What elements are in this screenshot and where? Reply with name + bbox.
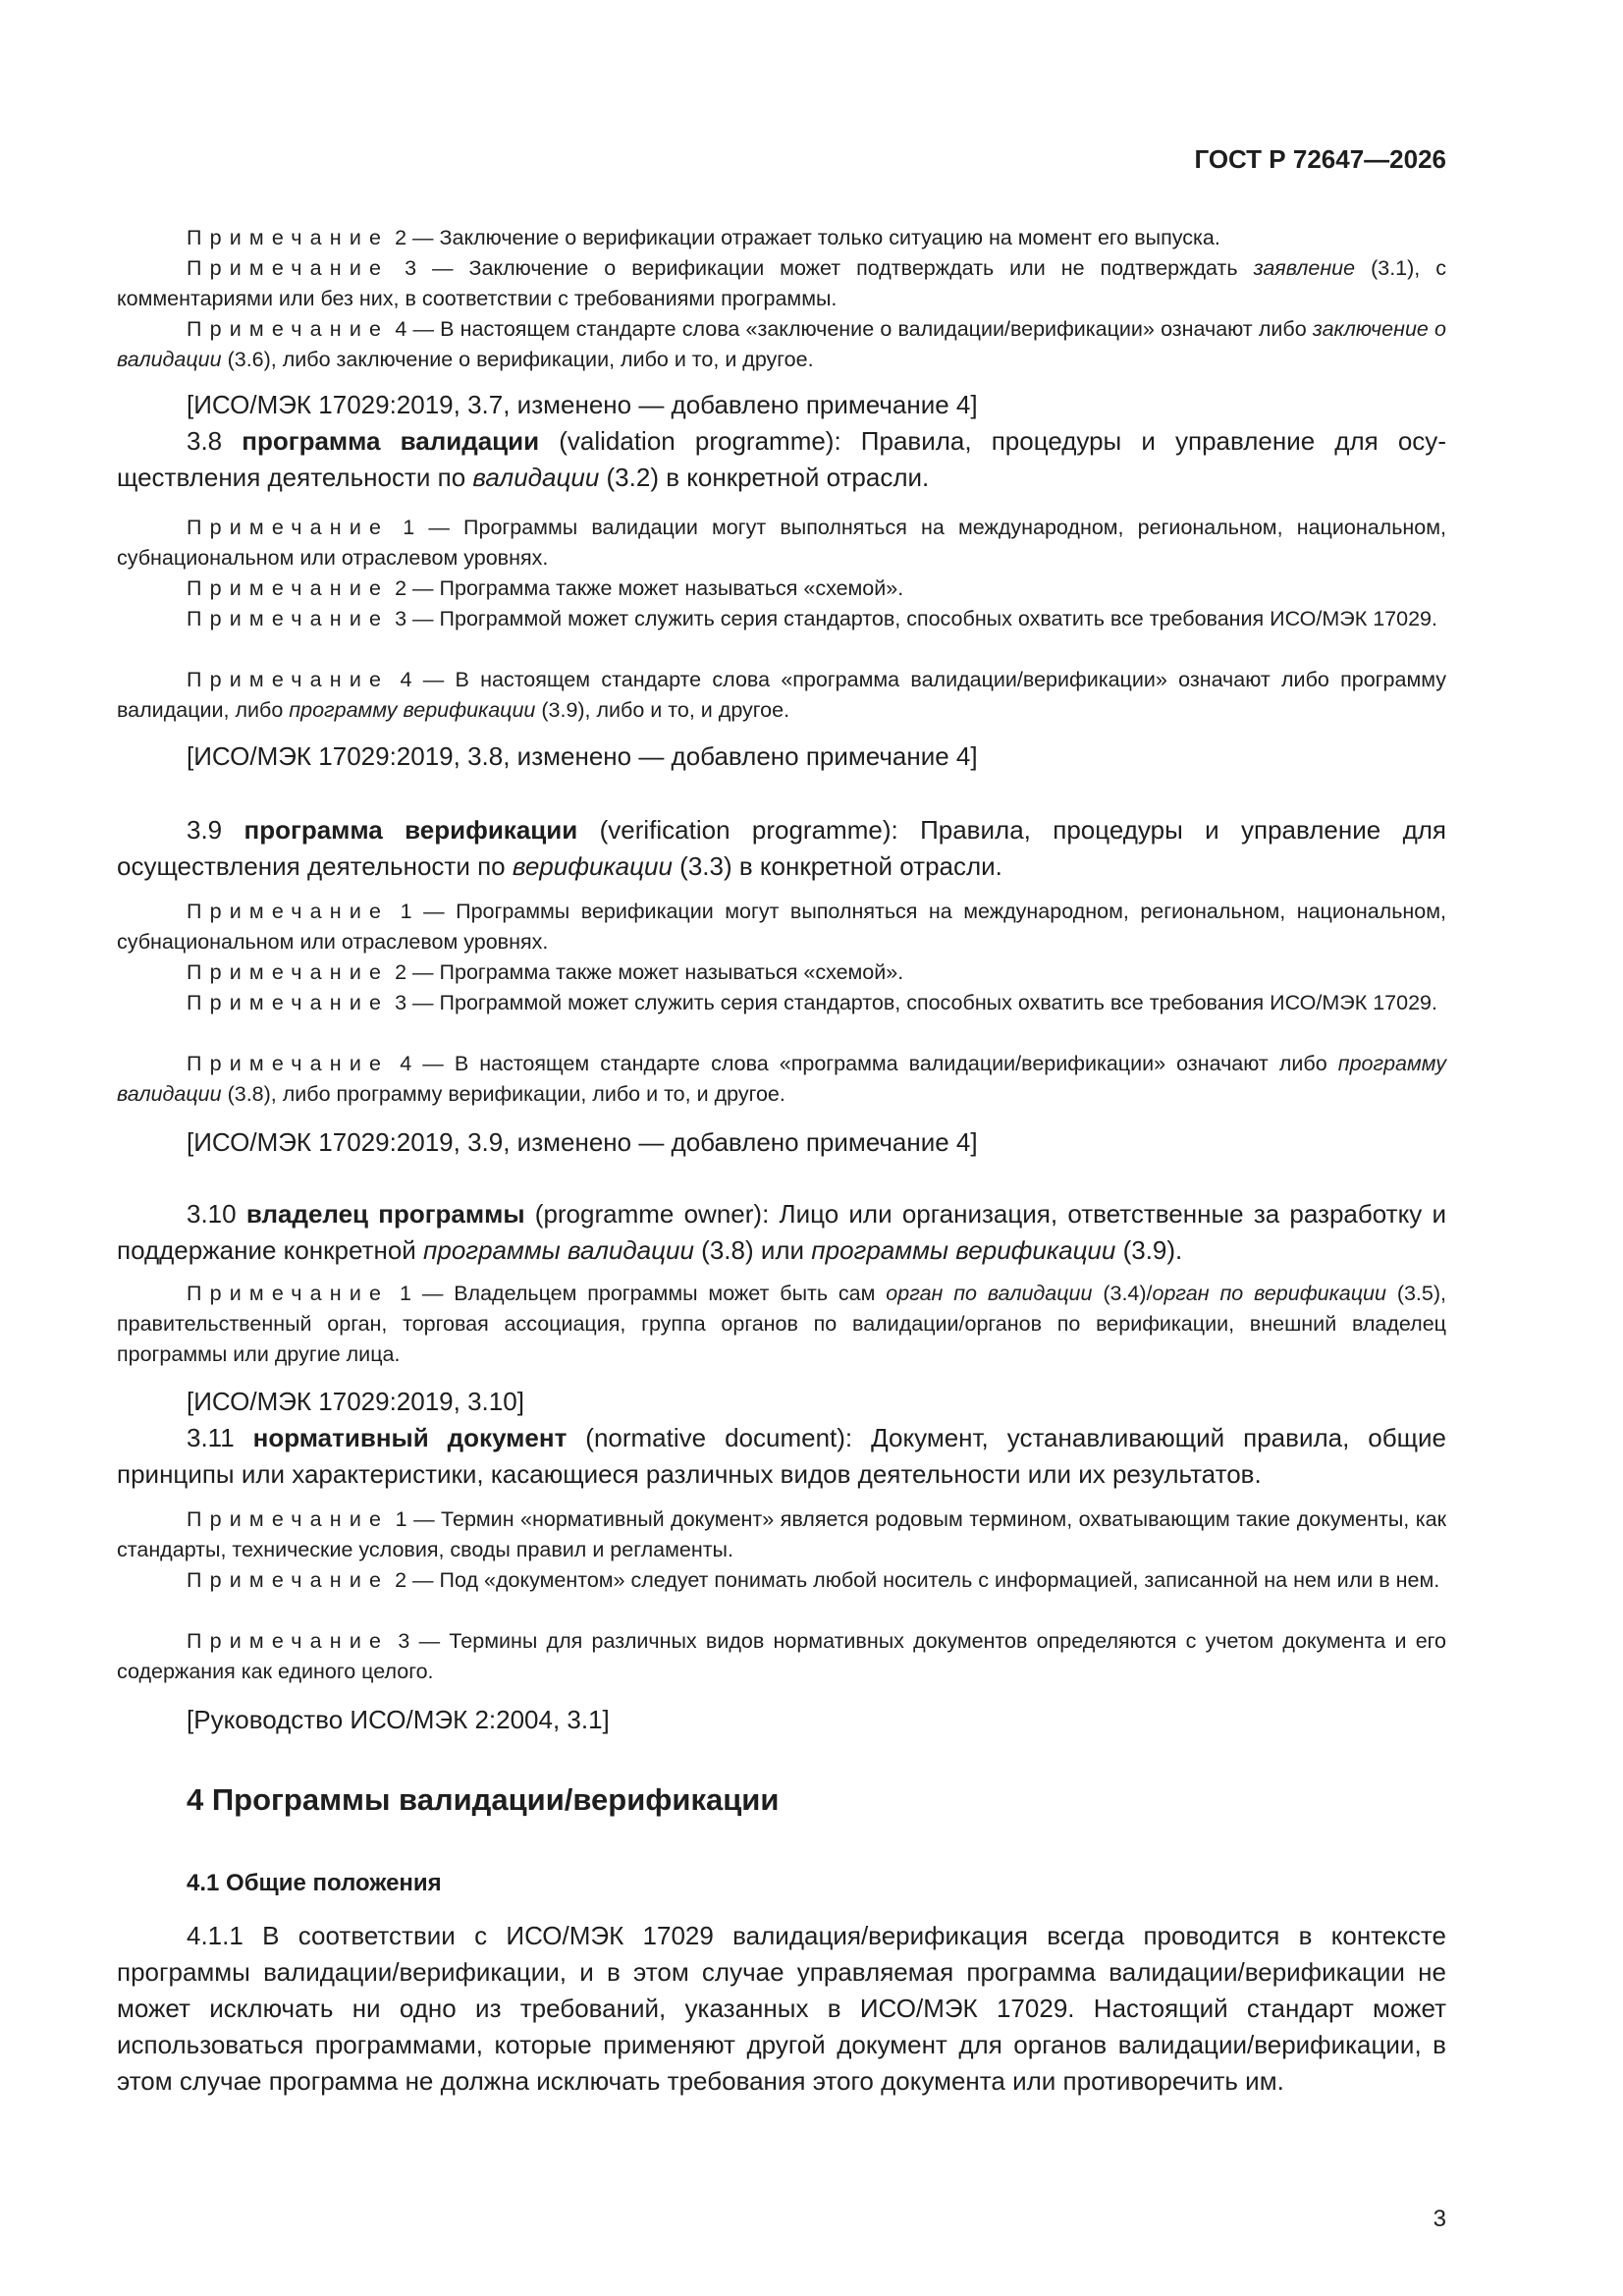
text-run: (normative document): Документ, устанавливающий правила, общие принципы или характеристики, касающиеся различных видов деятельности или их результатов. bbox=[117, 1423, 1447, 1489]
note-3-9-3 bbox=[117, 988, 1446, 1018]
cross-reference: программу верификации bbox=[289, 698, 536, 722]
text-run: [ИСО/МЭК 17029:2019, 3.7, изменено — добавлено примечание 4] bbox=[187, 390, 978, 419]
cross-reference: орган по валидации bbox=[886, 1282, 1093, 1305]
note-label: Примечание bbox=[187, 668, 390, 691]
note-3-8-3 bbox=[117, 604, 1446, 634]
cross-reference: программы валидации bbox=[423, 1235, 694, 1265]
text-run: [Руководство ИСО/МЭК 2:2004, 3.1] bbox=[187, 1705, 610, 1734]
note-label: Примечание bbox=[187, 607, 390, 630]
text-run: (3.4)/ bbox=[1092, 1282, 1153, 1305]
note-label: Примечание bbox=[187, 576, 390, 600]
note-3-8-2 bbox=[117, 574, 1446, 604]
note-label: Примечание bbox=[187, 1507, 390, 1531]
text-run: 2 — Под «документом» следует понимать любой носитель с информацией, записанной на нем или в нем. bbox=[389, 1568, 1440, 1592]
note-3-8-4 bbox=[117, 665, 1446, 726]
text-run: (3.6), либо заключение о верификации, либо и то, и другое. bbox=[221, 348, 814, 371]
term-3-10 bbox=[117, 1196, 1446, 1269]
note-label: Примечание bbox=[187, 226, 390, 249]
page-number: 3 bbox=[1433, 2206, 1446, 2232]
ref-3-11 bbox=[117, 1702, 1446, 1738]
note-3-11-1 bbox=[117, 1504, 1446, 1565]
cross-reference: верификации bbox=[512, 851, 673, 881]
term-name: программа верификации bbox=[243, 815, 578, 845]
text-run: (programme owner): Лицо или организация, ответственные за разработку и поддержание конкретной bbox=[117, 1199, 1446, 1265]
text-run: 4 Программы валидации/верификации bbox=[187, 1782, 780, 1817]
section-4-heading bbox=[117, 1780, 1446, 1820]
text-run: 1 — Программы валидации могут выполняться на международном, региональном, национальном, субнациональном или отраслевом уровнях. bbox=[117, 516, 1446, 570]
note-label: Примечание bbox=[187, 256, 390, 280]
text-run: 1 — Программы верификации могут выполняться на международном, региональном, национальном, субнациональном или отраслевом уровнях. bbox=[117, 900, 1446, 954]
text-run: [ИСО/МЭК 17029:2019, 3.9, изменено — добавлено примечание 4] bbox=[187, 1127, 978, 1157]
note-3-8-1 bbox=[117, 513, 1446, 574]
text-run: 3.8 bbox=[187, 426, 243, 456]
text-run: 3 — Программой может служить серия стандартов, способных охватить все требования ИСО/МЭК 17029. bbox=[389, 991, 1437, 1014]
note-3-10-1 bbox=[117, 1279, 1446, 1370]
note-3-9-1 bbox=[117, 897, 1446, 957]
note-label: Примечание bbox=[187, 317, 390, 341]
text-run: 4 — В настоящем стандарте слова «программа валидации/верификации» означают либо программу валидации, либо bbox=[117, 668, 1446, 722]
text-run: 2 — Программа также может называться «схемой». bbox=[389, 576, 904, 600]
cross-reference: заключение о валидации bbox=[117, 317, 1446, 371]
text-run: (3.9). bbox=[1115, 1235, 1183, 1265]
text-run: 3 — Термины для различных видов нормативных документов определяются с учетом документа и его содержания как единого целого. bbox=[117, 1629, 1446, 1683]
text-run: (3.3) в конкретной отрасли. bbox=[672, 851, 1002, 881]
text-run: 4.1.1 В соответствии с ИСО/МЭК 17029 валидация/верификация всегда проводится в контексте программы валидации/верификации, и в этом случае управляемая программа валидации/верификации не может исключать ни одно из требований, указанных в ИСО/МЭК 17029. Настоящий стандарт может использоваться программами, которые применяют другой документ для органов валидации/верификации, в этом случае программа не должна исключать требования этого документа или противоречить им. bbox=[117, 1921, 1446, 2096]
text-run: (verification programme): Правила, процедуры и управление для осуществления деятельности по bbox=[117, 815, 1446, 881]
ref-3-10 bbox=[117, 1384, 1446, 1420]
text-run: 4 — В настоящем стандарте слова «программа валидации/верификации» означают либо bbox=[389, 1052, 1338, 1075]
cross-reference: программу валидации bbox=[117, 1052, 1446, 1106]
text-run: (3.5), правительственный орган, торговая ассоциация, группа органов по валидации/органов по верификации, внешний владелец программы или другие лица. bbox=[117, 1282, 1446, 1366]
term-name: нормативный документ bbox=[252, 1423, 568, 1452]
text-run: (3.8), либо программу верификации, либо и то, и другое. bbox=[221, 1082, 785, 1106]
text-run: (3.2) в конкретной отрасли. bbox=[599, 463, 930, 492]
note-3-11-2 bbox=[117, 1565, 1446, 1596]
note-3-7-2 bbox=[117, 223, 1446, 253]
term-3-11 bbox=[117, 1420, 1446, 1493]
note-label: Примечание bbox=[187, 1568, 390, 1592]
text-run: 2 — Заключение о верификации отражает только ситуацию на момент его выпуска. bbox=[389, 226, 1220, 249]
note-3-7-3 bbox=[117, 253, 1446, 314]
cross-reference: валидации bbox=[472, 463, 600, 492]
para-4-1-1 bbox=[117, 1918, 1446, 2100]
note-label: Примечание bbox=[187, 516, 390, 539]
ref-3-8 bbox=[117, 738, 1446, 775]
cross-reference: орган по верификации bbox=[1152, 1282, 1386, 1305]
note-label: Примечание bbox=[187, 991, 390, 1014]
text-run: 1 — Термин «нормативный документ» является родовым термином, охватывающим такие документы, как стандарты, технические условия, своды правил и регламенты. bbox=[117, 1507, 1446, 1561]
text-run: 3 — Программой может служить серия стандартов, способных охватить все требования ИСО/МЭК 17029. bbox=[389, 607, 1437, 630]
term-3-9 bbox=[117, 812, 1446, 885]
text-run: 3 — Заключение о верификации может подтверждать или не подтверждать bbox=[389, 256, 1254, 280]
text-run: (3.1), с комментариями или без них, в соответствии с требованиями программы. bbox=[117, 256, 1446, 310]
cross-reference: программы верификации bbox=[811, 1235, 1116, 1265]
note-label: Примечание bbox=[187, 960, 390, 984]
note-label: Примечание bbox=[187, 1282, 390, 1305]
text-run: (validation programme): Правила, процедуры и управление для осуществления деятельности по bbox=[117, 426, 1446, 492]
text-run: 3.11 bbox=[187, 1423, 253, 1452]
note-label: Примечание bbox=[187, 1629, 390, 1653]
note-3-11-3 bbox=[117, 1626, 1446, 1687]
text-run: 1 — Владельцем программы может быть сам bbox=[389, 1282, 887, 1305]
document-number-header: ГОСТ Р 72647—2026 bbox=[1194, 144, 1446, 174]
note-3-7-4 bbox=[117, 314, 1446, 375]
text-run: (3.9), либо и то, и другое. bbox=[535, 698, 790, 722]
text-run: [ИСО/МЭК 17029:2019, 3.10] bbox=[187, 1387, 524, 1416]
text-run: 3.9 bbox=[187, 815, 244, 845]
text-run: (3.8) или bbox=[693, 1235, 812, 1265]
term-name: программа валидации bbox=[242, 426, 540, 456]
text-run: [ИСО/МЭК 17029:2019, 3.8, изменено — добавлено примечание 4] bbox=[187, 741, 978, 771]
note-3-9-2 bbox=[117, 957, 1446, 988]
note-label: Примечание bbox=[187, 900, 390, 923]
term-3-8 bbox=[117, 423, 1446, 496]
cross-reference: заявление bbox=[1253, 256, 1356, 280]
subsection-4-1-heading bbox=[117, 1867, 1446, 1900]
ref-3-9 bbox=[117, 1124, 1446, 1161]
text-run: 4.1 Общие положения bbox=[187, 1870, 442, 1896]
note-3-9-4 bbox=[117, 1049, 1446, 1110]
text-run: 2 — Программа также может называться «схемой». bbox=[389, 960, 904, 984]
ref-3-7 bbox=[117, 387, 1446, 423]
text-run: 3.10 bbox=[187, 1199, 246, 1229]
term-name: владелец программы bbox=[245, 1199, 525, 1229]
text-run: 4 — В настоящем стандарте слова «заключение о валидации/верификации» означают либо bbox=[389, 317, 1313, 341]
note-label: Примечание bbox=[187, 1052, 390, 1075]
